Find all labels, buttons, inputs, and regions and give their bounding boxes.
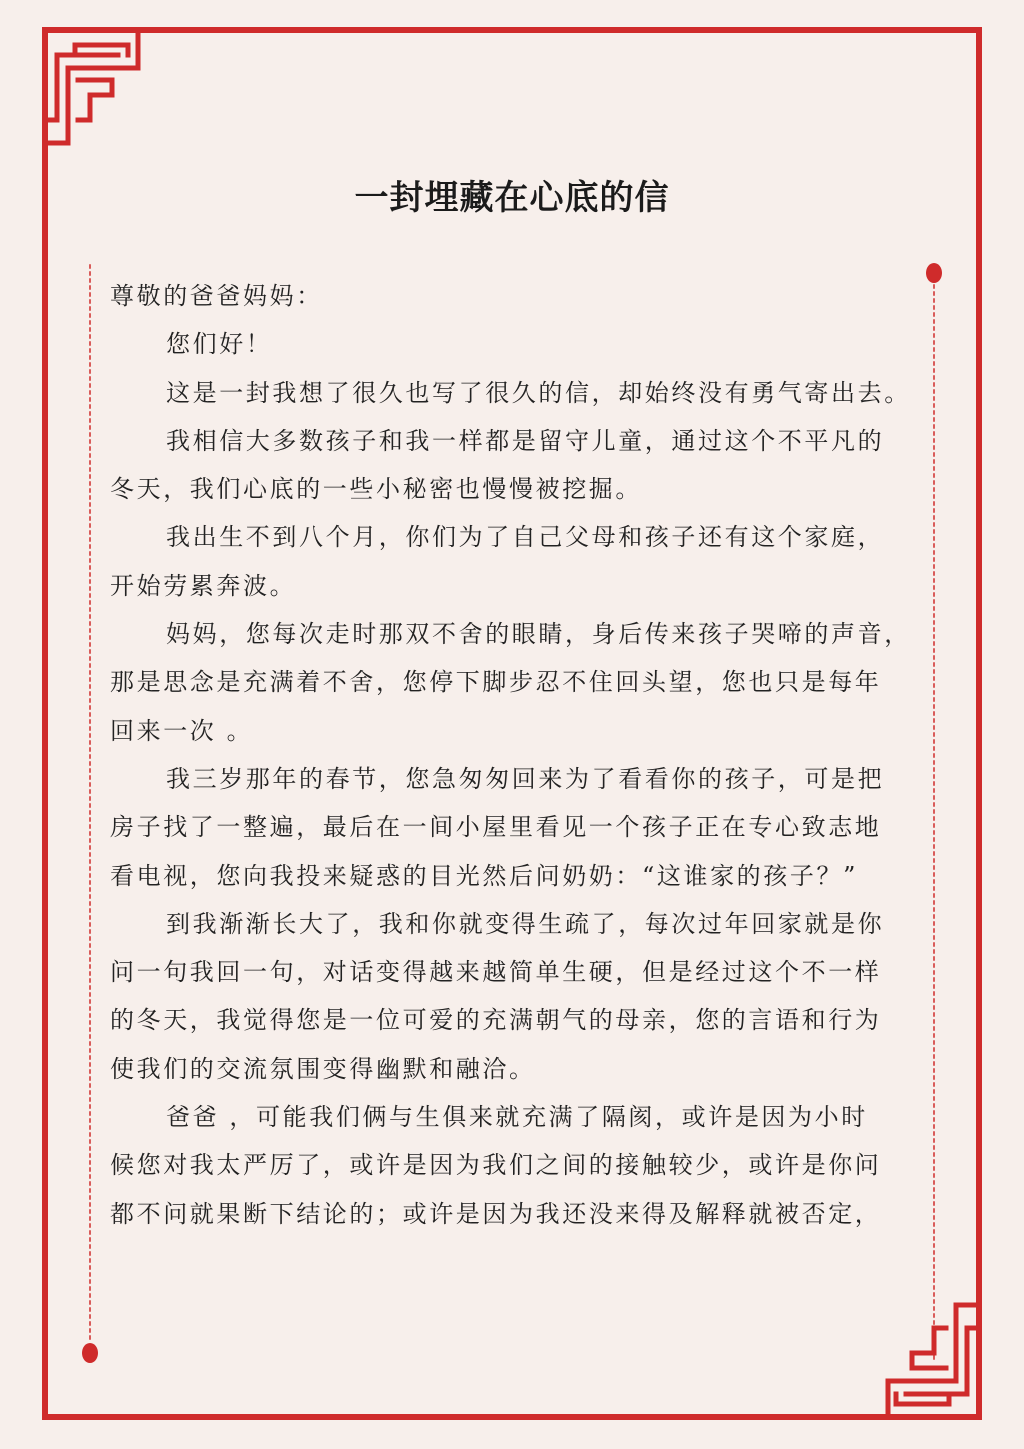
salutation: 尊敬的爸爸妈妈： <box>110 282 323 310</box>
red-dot-bottom-left <box>82 1343 98 1363</box>
paragraph-line: 冬天，我们心底的一些小秘密也慢慢被挖掘。 <box>110 475 642 504</box>
paragraph-line: 问一句我回一句，对话变得越来越简单生硬，但是经过这个不一样 <box>110 958 882 987</box>
letter-title: 一封埋藏在心底的信 <box>354 178 670 218</box>
paragraph-line: 妈妈，您每次走时那双不舍的眼睛，身后传来孩子哭啼的声音， <box>166 620 911 649</box>
paragraph-line: 都不问就果断下结论的；或许是因为我还没来得及解释就被否定， <box>110 1199 882 1228</box>
corner-ornament-top-left <box>45 30 138 143</box>
paragraph-line: 那是思念是充满着不舍，您停下脚步忍不住回头望，您也只是每年 <box>110 668 882 697</box>
paragraph-line: 的冬天，我觉得您是一位可爱的充满朝气的母亲，您的言语和行为 <box>110 1006 882 1035</box>
paragraph-line: 回来一次 。 <box>110 716 254 745</box>
paragraph-line: 我三岁那年的春节，您急匆匆回来为了看看你的孩子，可是把 <box>166 764 885 793</box>
paragraph-line: 这是一封我想了很久也写了很久的信，却始终没有勇气寄出去。 <box>166 378 911 407</box>
paragraph-line: 使我们的交流氛围变得幽默和融洽。 <box>110 1054 536 1083</box>
paragraph-line: 开始劳累奔波。 <box>110 571 297 600</box>
letter-body <box>110 272 924 1238</box>
paragraph-line: 候您对我太严厉了，或许是因为我们之间的接触较少，或许是你问 <box>110 1151 882 1180</box>
paragraph-line: 房子找了一整遍，最后在一间小屋里看见一个孩子正在专心致志地 <box>110 813 882 842</box>
paragraph-line: 我出生不到八个月，你们为了自己父母和孩子还有这个家庭， <box>166 523 885 552</box>
paragraph-line: 您们好！ <box>166 330 273 359</box>
red-dot-top-right <box>926 263 942 283</box>
paragraph-line: 看电视，您向我投来疑惑的目光然后问奶奶：“这谁家的孩子？” <box>110 861 858 890</box>
paragraph-line: 我相信大多数孩子和我一样都是留守儿童，通过这个不平凡的 <box>166 426 885 455</box>
paragraph-line: 爸爸 ，可能我们俩与生俱来就充满了隔阂，或许是因为小时 <box>166 1103 868 1132</box>
paragraph-line: 到我渐渐长大了，我和你就变得生疏了，每次过年回家就是你 <box>166 909 885 938</box>
